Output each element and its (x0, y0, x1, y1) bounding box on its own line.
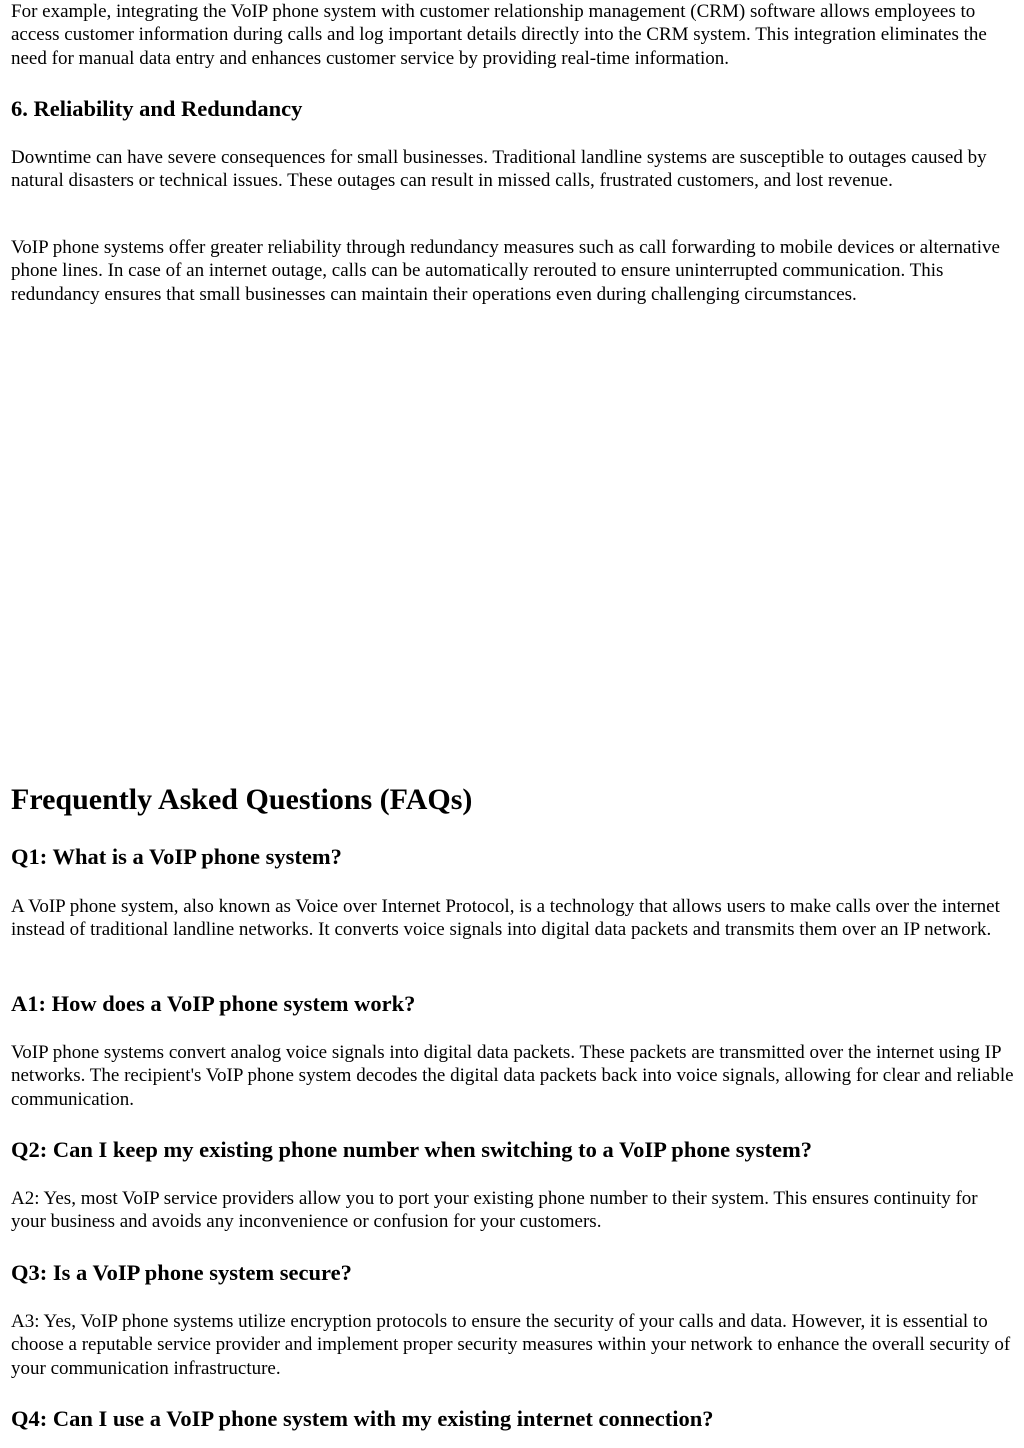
faq-answer: VoIP phone systems convert analog voice signals into digital data packets. These packets are transmitted over the internet using IP networks. The recipient's VoIP phone system decodes the digital data packets back into voice signals, allowing for clear and reliable communication. (11, 1042, 1014, 1110)
intro-paragraph: For example, integrating the VoIP phone system with customer relationship management (CRM) software allows employees to access customer information during calls and log important details directly into the CRM system. This integration eliminates the need for manual data entry and enhances customer service by providing real-time information. (11, 1, 987, 69)
section-heading: 6. Reliability and Redundancy (11, 96, 303, 121)
faq-question: Q4: Can I use a VoIP phone system with my existing internet connection? (11, 1406, 714, 1431)
faq-answer: A VoIP phone system, also known as Voice over Internet Protocol, is a technology that allows users to make calls over the internet instead of traditional landline networks. It converts voice signals into digital data packets and transmits them over an IP network. (11, 896, 1000, 941)
section-paragraph: VoIP phone systems offer greater reliability through redundancy measures such as call forwarding to mobile devices or alternative phone lines. In case of an internet outage, calls can be automatically rerouted to ensure uninterrupted communication. This redundancy ensures that small businesses can maintain their operations even during challenging circumstances. (11, 237, 1000, 305)
faq-heading: Frequently Asked Questions (FAQs) (11, 783, 473, 816)
faq-question: Q1: What is a VoIP phone system? (11, 844, 342, 869)
faq-question: A1: How does a VoIP phone system work? (11, 991, 416, 1016)
faq-question: Q2: Can I keep my existing phone number when switching to a VoIP phone system? (11, 1137, 812, 1162)
faq-answer: A2: Yes, most VoIP service providers allow you to port your existing phone number to their system. This ensures continuity for your business and avoids any inconvenience or confusion for your customers. (11, 1188, 978, 1233)
faq-question: Q3: Is a VoIP phone system secure? (11, 1260, 352, 1285)
section-paragraph: Downtime can have severe consequences for small businesses. Traditional landline systems are susceptible to outages caused by natural disasters or technical issues. These outages can result in missed calls, frustrated customers, and lost revenue. (11, 147, 987, 192)
faq-answer: A3: Yes, VoIP phone systems utilize encryption protocols to ensure the security of your calls and data. However, it is essential to choose a reputable service provider and implement proper security measures within your network to enhance the overall security of your communication infrastructure. (11, 1311, 1011, 1379)
